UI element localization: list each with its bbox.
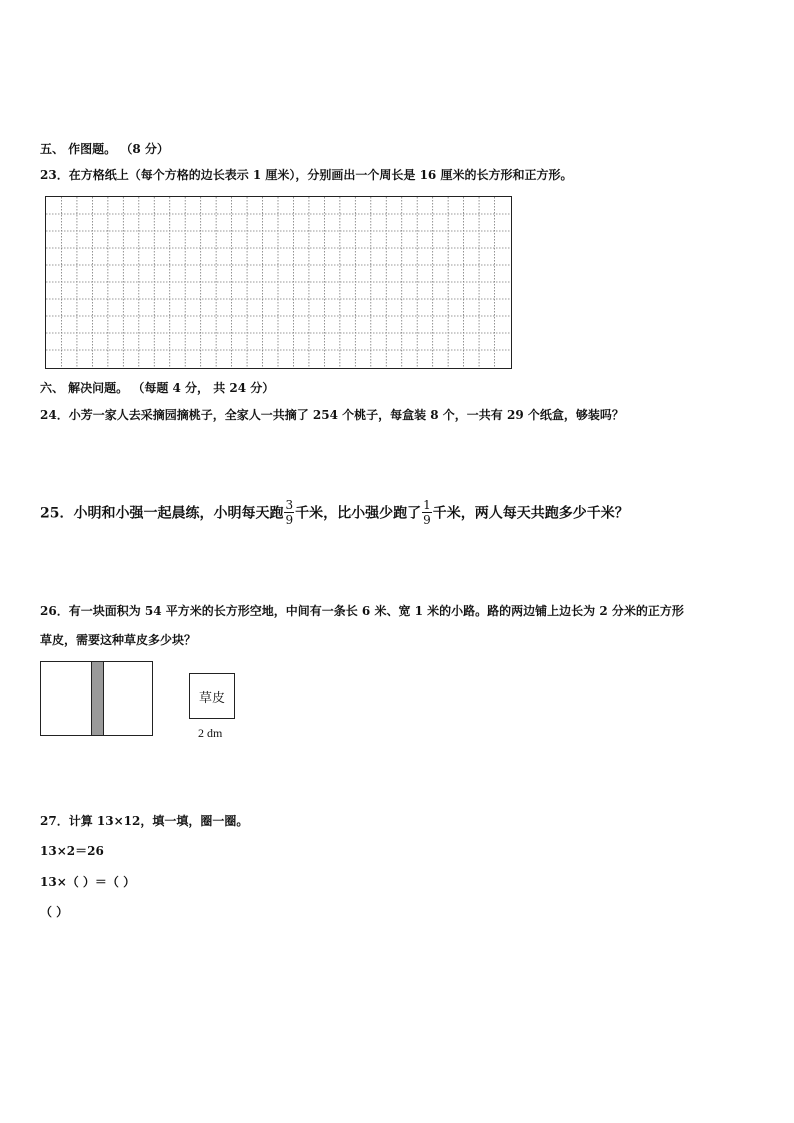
fraction-numerator: 1 — [423, 498, 431, 512]
fraction-1-9 — [422, 499, 432, 526]
turf-square: 草皮 — [189, 673, 235, 719]
question-26-line-2: 草皮，需要这种草皮多少块？ — [40, 633, 197, 647]
section-5-heading: 五、 作图题。 （8 分） — [40, 142, 169, 156]
section-6-heading: 六、 解决问题。 （每题 4 分， 共 24 分） — [40, 381, 275, 395]
fraction-denominator: 9 — [285, 513, 294, 527]
question-23: 23．在方格纸上（每个方格的边长表示 1 厘米），分别画出一个周长是 16 厘米的长方形和正方形。 — [40, 168, 573, 182]
q25-text-3: 千米，两人每天共跑多少千米？ — [432, 505, 629, 522]
square-grid-paper — [45, 196, 512, 369]
q27-step-1: 13×2＝26 — [40, 844, 104, 858]
question-26-line-1: 26．有一块面积为 54 平方米的长方形空地，中间有一条长 6 米、宽 1 米的小路。路的两边铺上边长为 2 分米的正方形 — [40, 604, 684, 618]
question-25 — [40, 500, 629, 527]
fraction-denominator: 9 — [423, 513, 431, 527]
q27-step-2: 13×（ ）＝（ ） — [40, 875, 136, 889]
question-24: 24．小芳一家人去采摘园摘桃子，全家人一共摘了 254 个桃子，每盒装 8 个，一共有 29 个纸盒，够装吗？ — [40, 408, 624, 422]
q25-text-2: 千米，比小强少跑了 — [295, 505, 422, 522]
lawn-rectangle-diagram — [40, 661, 153, 736]
question-27: 27．计算 13×12，填一填，圈一圈。 — [40, 814, 249, 828]
fraction-numerator: 3 — [285, 498, 294, 512]
turf-side-length: 2 dm — [198, 726, 223, 740]
path-strip — [91, 662, 104, 735]
q25-text-1: 25．小明和小强一起晨练，小明每天跑 — [40, 505, 284, 522]
fraction-3-9 — [284, 499, 294, 526]
grid-lines — [46, 197, 510, 367]
q27-step-3: （ ） — [40, 905, 69, 919]
